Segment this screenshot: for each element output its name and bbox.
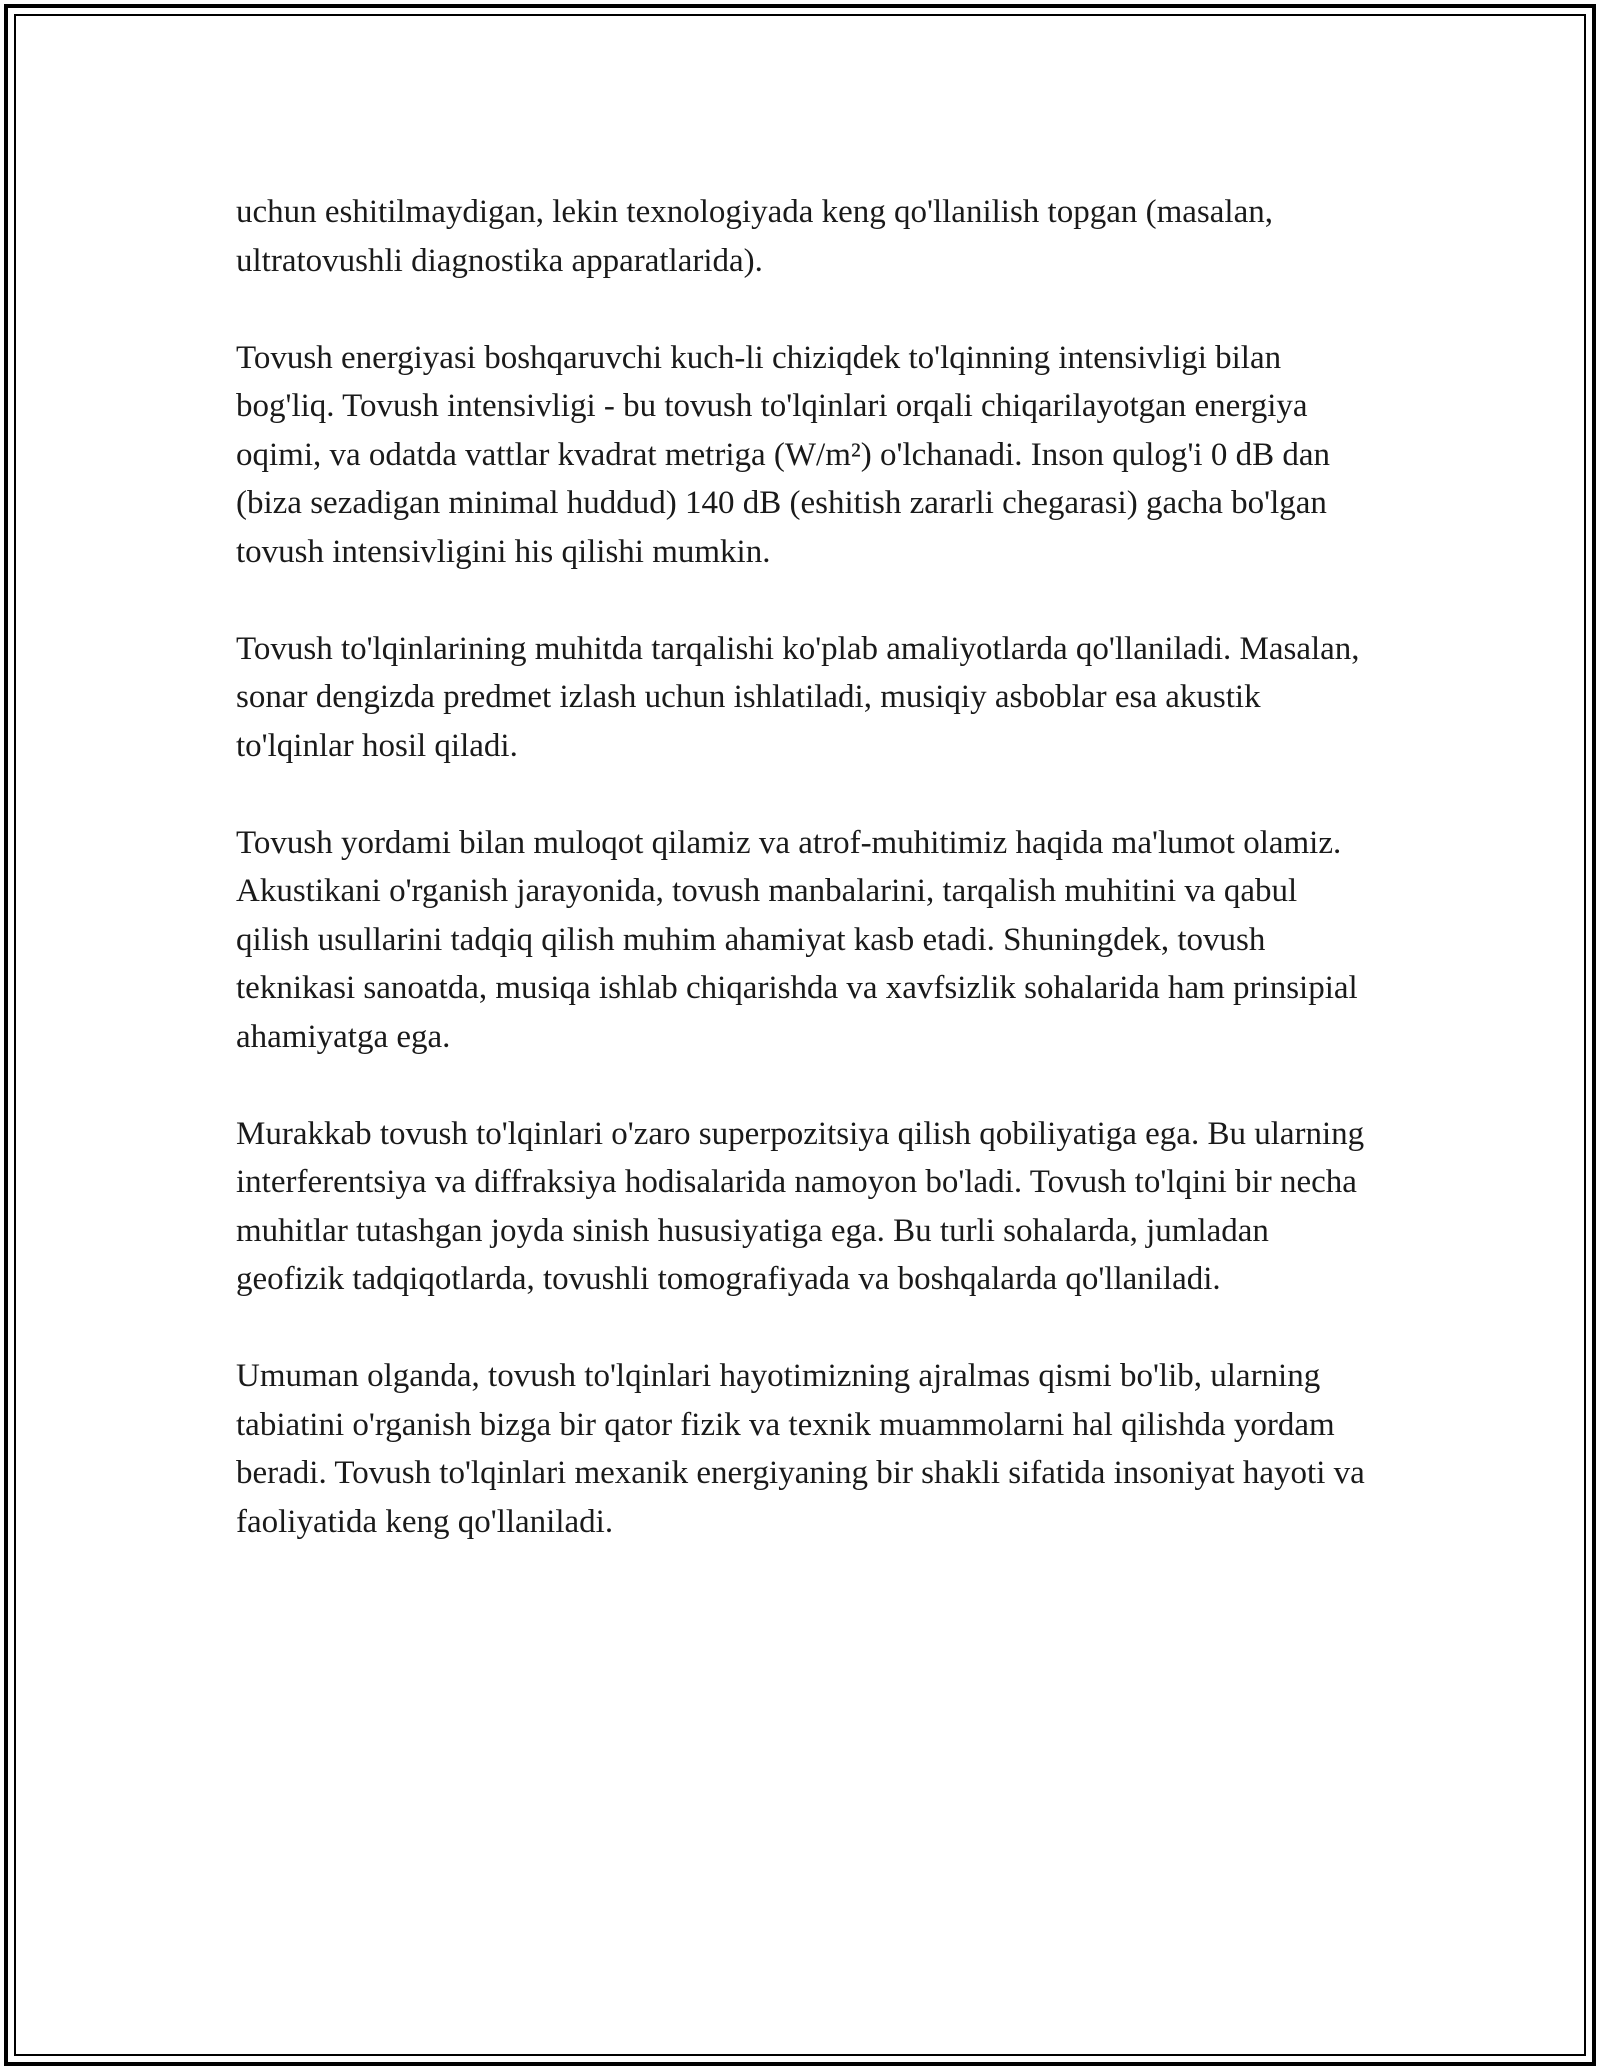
- paragraph-5: Murakkab tovush to'lqinlari o'zaro superpozitsiya qilish qobiliyatiga ega. Bu ularning interferentsiya va diffraksiya hodisalarida namoyon bo'ladi. Tovush to'lqini bir necha muhitlar tutashgan joyda sinish hususiyatiga ega. Bu turli sohalarda, jumladan geofizik tadqiqotlarda, tovushli tomografiyada va boshqalarda qo'llaniladi.: [236, 1115, 1365, 1297]
- paragraph-1: uchun eshitilmaydigan, lekin texnologiyada keng qo'llanilish topgan (masalan, ultratovushli diagnostika apparatlarida).: [236, 194, 1273, 279]
- paragraph-6: Umuman olganda, tovush to'lqinlari hayotimizning ajralmas qismi bo'lib, ularning tabiatini o'rganish bizga bir qator fizik va texnik muammolarni hal qilishda yordam beradi. Tovush to'lqinlari mexanik energiyaning bir shakli sifatida insoniyat hayoti va faoliyatida keng qo'llaniladi.: [236, 1358, 1365, 1540]
- paragraph-3: Tovush to'lqinlarining muhitda tarqalishi ko'plab amaliyotlarda qo'llaniladi. Masalan, sonar dengizda predmet izlash uchun ishlatiladi, musiqiy asboblar esa akustik to'lqinlar hosil qiladi.: [236, 630, 1360, 764]
- paragraph-4: Tovush yordami bilan muloqot qilamiz va atrof-muhitimiz haqida ma'lumot olamiz. Akustikani o'rganish jarayonida, tovush manbalarini, tarqalish muhitini va qabul qilish usullarini tadqiq qilish muhim ahamiyat kasb etadi. Shuningdek, tovush teknikasi sanoatda, musiqa ishlab chiqarishda va xavfsizlik sohalarida ham prinsipial ahamiyatga ega.: [236, 824, 1358, 1055]
- document-body: [236, 188, 1376, 1595]
- paragraph-2: Tovush energiyasi boshqaruvchi kuch-li chiziqdek to'lqinning intensivligi bilan bog'liq. Tovush intensivligi - bu tovush to'lqinlari orqali chiqarilayotgan energiya oqimi, va odatda vattlar kvadrat metriga (W/m²) o'lchanadi. Inson qulog'i 0 dB dan (biza sezadigan minimal huddud) 140 dB (eshitish zararli chegarasi) gacha bo'lgan tovush intensivligini his qilishi mumkin.: [236, 339, 1330, 570]
